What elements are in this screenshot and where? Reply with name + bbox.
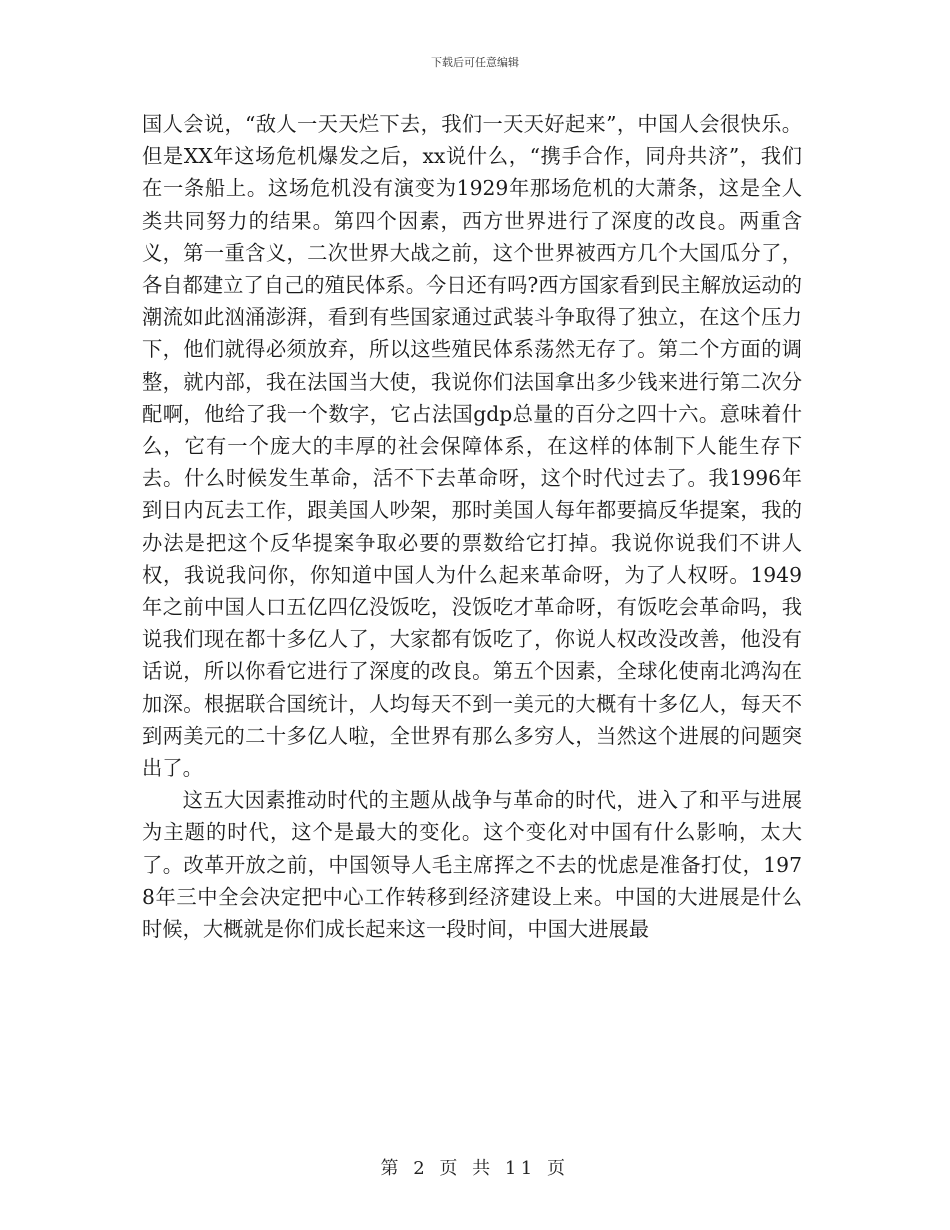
- body-paragraph: 这五大因素推动时代的主题从战争与革命的时代，进入了和平与进展为主题的时代，这个是最大的变化。这个变化对中国有什么影响，太大了。改革开放之前，中国领导人毛主席挥之不去的忧虑是准备打仗，1978年三中全会决定把中心工作转移到经济建设上来。中国的大进展是什么时候，大概就是你们成长起来这一段时间，中国大进展最: [142, 788, 802, 942]
- page-number-footer: 第 2 页 共 11 页: [380, 1158, 570, 1179]
- body-paragraph-continued: 国人会说，“敌人一天天烂下去，我们一天天好起来”，中国人会很快乐。但是XX年这场危机爆发之后，xx说什么，“携手合作，同舟共济”，我们在一条船上。这场危机没有演变为1929年那场危机的大萧条，这是全人类共同努力的结果。第四个因素，西方世界进行了深度的改良。两重含义，第一重含义，二次世界大战之前，这个世界被西方几个大国瓜分了，各自都建立了自己的殖民体系。今日还有吗?西方国家看到民主解放运动的潮流如此汹涌澎湃，看到有些国家通过武装斗争取得了独立，在这个压力下，他们就得必须放弃，所以这些殖民体系荡然无存了。第二个方面的调整，就内部，我在法国当大使，我说你们法国拿出多少钱来进行第二次分配啊，他给了我一个数字，它占法国gdp总量的百分之四十六。意味着什么，它有一个庞大的丰厚的社会保障体系，在这样的体制下人能生存下去。什么时候发生革命，活不下去革命呀，这个时代过去了。我1996年到日内瓦去工作，跟美国人吵架，那时美国人每年都要搞反华提案，我的办法是把这个反华提案争取必要的票数给它打掉。我说你说我们不讲人权，我说我问你，你知道中国人为什么起来革命呀，为了人权呀。1949年之前中国人口五亿四亿没饭吃，没饭吃才革命呀，有饭吃会革命吗，我说我们现在都十多亿人了，大家都有饭吃了，你说人权改没改善，他没有话说，所以你看它进行了深度的改良。第五个因素，全球化使南北鸿沟在加深。根据联合国统计，人均每天不到一美元的大概有十多亿人，每天不到两美元的二十多亿人啦，全世界有那么多穷人，当然这个进展的问题突出了。: [142, 112, 802, 781]
- document-body: [142, 108, 802, 945]
- header-note: 下载后可任意编辑: [431, 56, 519, 69]
